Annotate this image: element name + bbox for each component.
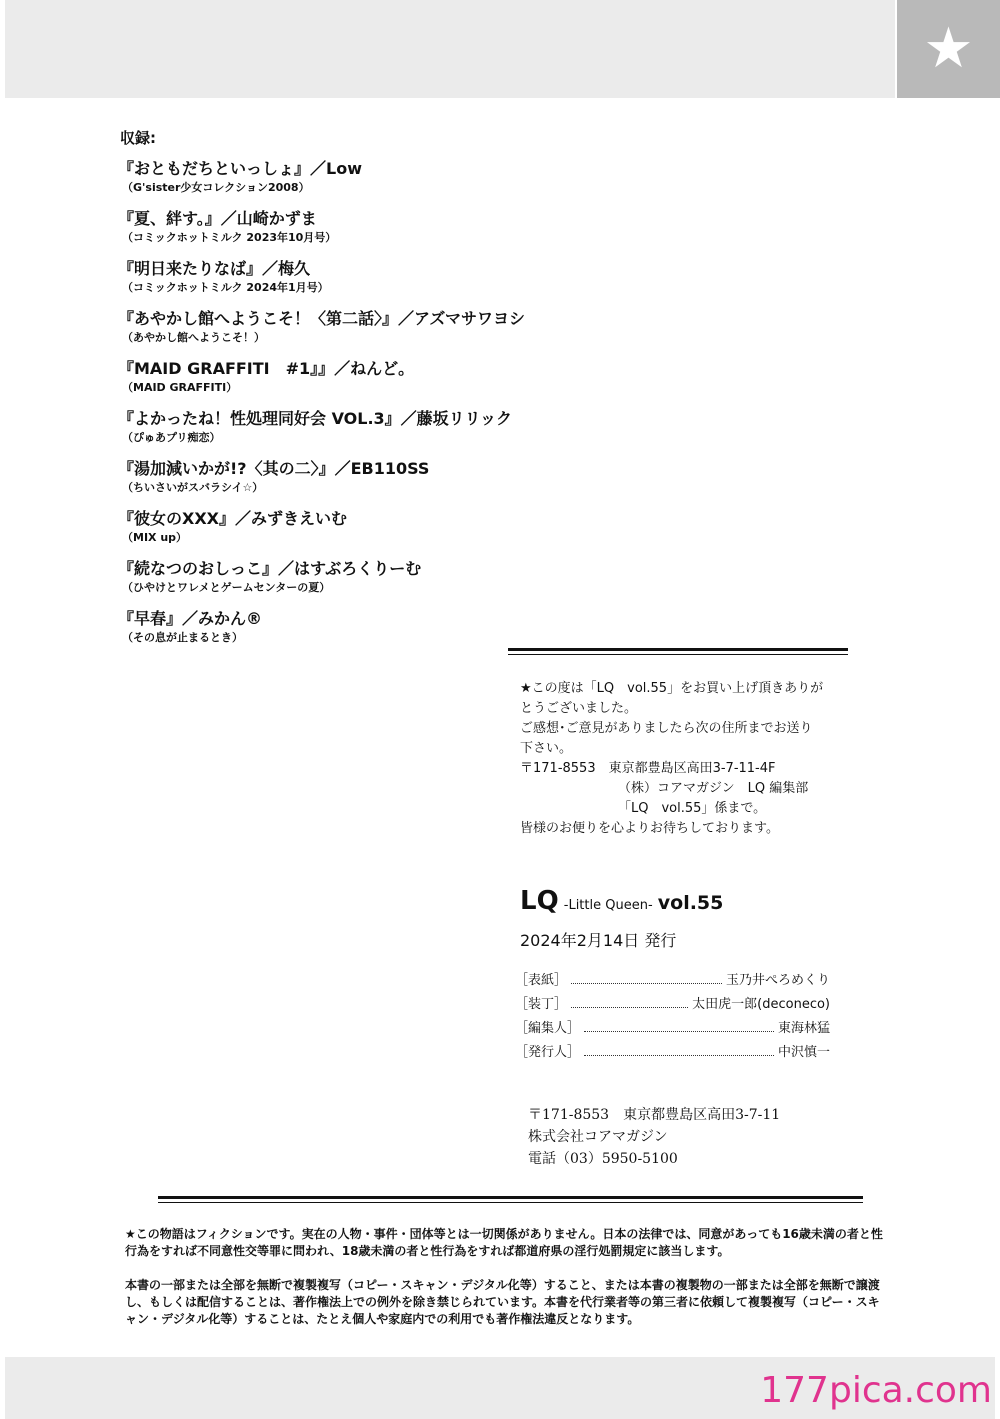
work-title: 『あやかし館へようこそ！〈第二話〉』／アズマサワヨシ bbox=[118, 309, 526, 328]
credit-row bbox=[515, 1041, 830, 1065]
credit-name: 東海林猛 bbox=[777, 1021, 830, 1036]
credit-role: ［装丁］ bbox=[515, 997, 568, 1012]
work-title: 『おともだちといっしょ』／Low bbox=[118, 159, 362, 178]
thanks-line: ★この度は「LQ vol.55」をお買い上げ頂きありが bbox=[520, 681, 824, 696]
credit-name: 太田虎一郎(deconeco) bbox=[692, 997, 830, 1012]
thanks-line: ご感想･ご意見がありましたら次の住所までお送り bbox=[520, 721, 813, 736]
work-title: 『MAID GRAFFITI #1』』／ねんど。 bbox=[118, 359, 415, 378]
list-item bbox=[118, 158, 538, 208]
list-item bbox=[118, 308, 538, 358]
watermark-text: 177pica.com bbox=[760, 1370, 992, 1411]
work-title: 『早春』／みかん® bbox=[118, 609, 263, 628]
work-source: （その息が止まるとき） bbox=[122, 631, 243, 644]
list-item bbox=[118, 358, 538, 408]
title-volume: vol.55 bbox=[657, 892, 724, 914]
title-main: LQ bbox=[520, 886, 559, 916]
contents-heading: 収録: bbox=[120, 129, 156, 147]
credit-role: ［編集人］ bbox=[515, 1021, 581, 1036]
work-title: 『よかったね！性処理同好会 VOL.3』／藤坂リリック bbox=[118, 409, 513, 428]
work-source: （ぴゅあプリ痴恋） bbox=[122, 431, 221, 444]
header-band bbox=[5, 0, 895, 98]
star-badge bbox=[897, 0, 1000, 98]
contents-list bbox=[118, 158, 538, 658]
legal-notes bbox=[125, 1226, 885, 1345]
divider-thick bbox=[508, 648, 848, 651]
list-item bbox=[118, 258, 538, 308]
work-source: （MAID GRAFFITI） bbox=[122, 381, 238, 394]
publisher-company: 株式会社コアマガジン bbox=[528, 1129, 668, 1145]
credits-list bbox=[515, 969, 830, 1065]
credit-row bbox=[515, 969, 830, 993]
work-title: 『夏、絆す。』／山崎かずま bbox=[118, 209, 317, 228]
title-sub: -Little Queen- bbox=[563, 898, 653, 913]
leader-dots bbox=[571, 1007, 688, 1008]
divider-thin bbox=[508, 654, 848, 655]
mail-recipient: （株）コアマガジン LQ 編集部 bbox=[618, 781, 809, 796]
mail-attention: 「LQ vol.55」係まで。 bbox=[618, 801, 767, 816]
publisher-info bbox=[528, 1104, 780, 1170]
list-item bbox=[118, 508, 538, 558]
divider-thick bbox=[158, 1196, 863, 1199]
credit-row bbox=[515, 1017, 830, 1041]
work-source: （G'sister少女コレクション2008） bbox=[122, 181, 310, 194]
list-item bbox=[118, 458, 538, 508]
list-item bbox=[118, 408, 538, 458]
leader-dots bbox=[571, 983, 722, 984]
publisher-address: 〒171-8553 東京都豊島区高田3-7-11 bbox=[528, 1107, 781, 1123]
credit-role: ［表紙］ bbox=[515, 973, 568, 988]
credit-role: ［発行人］ bbox=[515, 1045, 581, 1060]
work-title: 『彼女のXXX』／みずきえいむ bbox=[118, 509, 348, 528]
publisher-phone: 電話（03）5950-5100 bbox=[528, 1151, 678, 1167]
work-title: 『明日来たりなば』／梅久 bbox=[118, 259, 311, 278]
work-title: 『湯加減いかが!?〈其の二〉』／EB110SS bbox=[118, 459, 430, 478]
thanks-line: 下さい。 bbox=[520, 741, 573, 756]
work-source: （コミックホットミルク 2023年10月号） bbox=[122, 231, 337, 244]
credit-row bbox=[515, 993, 830, 1017]
mail-address: 〒171-8553 東京都豊島区高田3-7-11-4F bbox=[520, 761, 776, 776]
copyright-notice: 本書の一部または全部を無断で複製複写（コピー・スキャン・デジタル化等）すること、または本書の複製物の一部または全部を無断で譲渡し、もしくは配信することは、著作権法上での例外を除き禁じられています。本書を代行業者等の第三者に依頼して複製複写（コピー・スキャン・デジタル化等）することは、たとえ個人や家庭内での利用でも著作権法違反となります。 bbox=[125, 1278, 880, 1326]
magazine-title bbox=[520, 886, 723, 916]
work-title: 『続なつのおしっこ』／はすぶろくりーむ bbox=[118, 559, 422, 578]
thanks-message bbox=[520, 679, 840, 839]
list-item bbox=[118, 558, 538, 608]
work-source: （ちいさいがスバラシイ☆） bbox=[122, 481, 264, 494]
fiction-notice: ★この物語はフィクションです。実在の人物・事件・団体等とは一切関係がありません。日本の法律では、同意があっても16歳未満の者と性行為をすれば不同意性交等罪に問われ、18歳未満の者と性行為をすれば都道府県の淫行処罰規定に該当します。 bbox=[125, 1227, 883, 1258]
thanks-closing: 皆様のお便りを心よりお待ちしております。 bbox=[520, 821, 779, 836]
list-item bbox=[118, 208, 538, 258]
leader-dots bbox=[584, 1055, 774, 1056]
work-source: （ひやけとワレメとゲームセンターの夏） bbox=[122, 581, 331, 594]
thanks-line: とうございました。 bbox=[520, 701, 638, 716]
leader-dots bbox=[584, 1031, 774, 1032]
work-source: （コミックホットミルク 2024年1月号） bbox=[122, 281, 329, 294]
publication-date: 2024年2月14日 発行 bbox=[520, 931, 677, 950]
work-source: （MIX up） bbox=[122, 531, 188, 544]
star-icon: ★ bbox=[923, 16, 974, 81]
list-item bbox=[118, 608, 538, 658]
divider-thin bbox=[158, 1202, 863, 1203]
credit-name: 玉乃井ぺろめくり bbox=[725, 973, 830, 988]
credit-name: 中沢慎一 bbox=[777, 1045, 830, 1060]
work-source: （あやかし館へようこそ！） bbox=[122, 331, 265, 344]
